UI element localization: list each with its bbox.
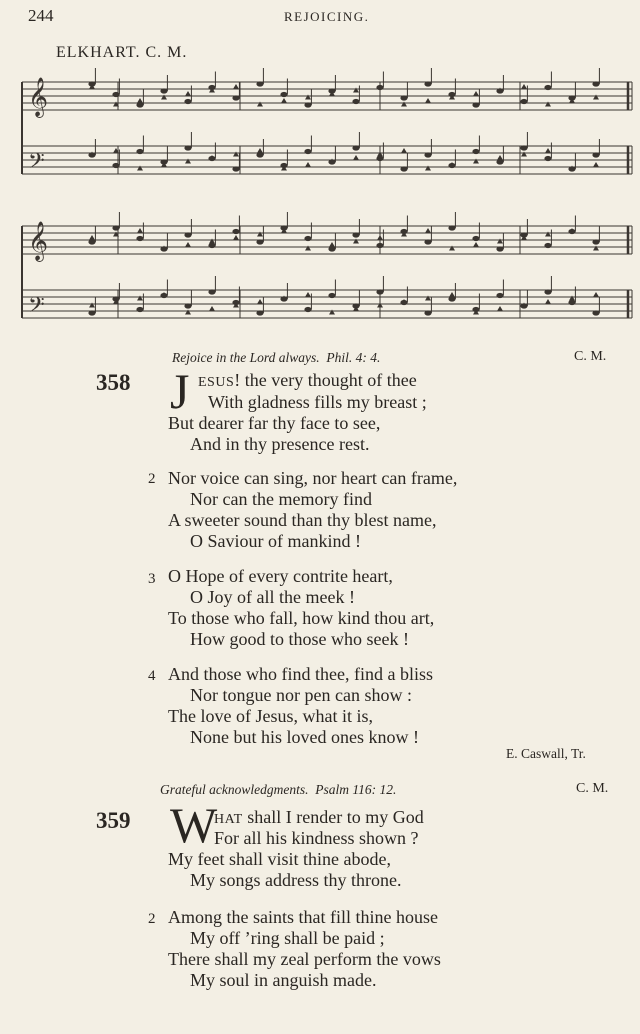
- hymn-359-first-line: HAT shall I render to my God: [214, 807, 424, 827]
- note-head: [544, 289, 551, 294]
- note-head: [424, 310, 431, 315]
- hymn-358-heading: [172, 350, 380, 366]
- note-head: [256, 81, 263, 86]
- bass-clef-icon: 𝄢: [28, 149, 45, 179]
- note-head: [136, 149, 143, 154]
- note-head: [401, 102, 407, 107]
- note-head: [497, 155, 503, 160]
- note-head: [473, 242, 479, 247]
- hymn-358-line: Nor voice can sing, nor heart can frame,: [168, 468, 458, 488]
- note-head: [184, 303, 191, 308]
- note-head: [496, 293, 503, 298]
- note-head: [545, 102, 551, 107]
- note-head: [232, 166, 239, 171]
- note-head: [545, 148, 551, 153]
- note-head: [328, 293, 335, 298]
- note-head: [256, 310, 263, 315]
- note-head: [233, 84, 239, 89]
- note-head: [449, 292, 455, 297]
- note-head: [376, 156, 383, 161]
- hymn-358-dropcap: J: [170, 363, 190, 419]
- hymn-358-line: And those who find thee, find a bliss: [168, 664, 433, 684]
- stanza-number: 2: [148, 471, 156, 487]
- note-head: [89, 303, 95, 308]
- hymn-359-heading: [160, 782, 396, 798]
- hymn-358-first-line: ESUS! the very thought of thee: [198, 370, 417, 390]
- note-head: [136, 236, 143, 241]
- note-head: [448, 225, 455, 230]
- note-head: [209, 306, 215, 311]
- hymn-358-line: O Hope of every contrite heart,: [168, 566, 393, 586]
- note-head: [185, 159, 191, 164]
- note-head: [593, 292, 599, 297]
- note-head: [208, 289, 215, 294]
- hymn-358-line: How good to those who seek !: [190, 629, 409, 649]
- hymn-358-line: Nor can the memory find: [190, 489, 372, 509]
- hymn-358-scripture: Phil. 4: 4.: [326, 350, 381, 365]
- stanza-number: 2: [148, 911, 156, 927]
- note-head: [377, 235, 383, 240]
- note-head: [304, 236, 311, 241]
- note-head: [233, 152, 239, 157]
- hymn-359-line: For all his kindness shown ?: [214, 828, 419, 848]
- note-head: [184, 99, 191, 104]
- note-head: [544, 243, 551, 248]
- note-head: [473, 159, 479, 164]
- note-head: [496, 159, 503, 164]
- hymn-358-line: O Saviour of mankind !: [190, 531, 361, 551]
- note-head: [304, 149, 311, 154]
- note-head: [329, 242, 335, 247]
- hymn-358-line: With gladness fills my breast ;: [208, 392, 427, 412]
- note-head: [569, 296, 575, 301]
- hymn-359-line: Among the saints that fill thine house: [168, 907, 438, 927]
- hymn-359-line: There shall my zeal perform the vows: [168, 949, 441, 969]
- note-head: [208, 243, 215, 248]
- treble-clef-icon: 𝄞: [28, 221, 49, 261]
- note-head: [544, 156, 551, 161]
- note-head: [496, 246, 503, 251]
- hymn-358-line: A sweeter sound than thy blest name,: [168, 510, 437, 530]
- note-head: [232, 95, 239, 100]
- note-head: [520, 145, 527, 150]
- note-head: [497, 306, 503, 311]
- note-head: [305, 292, 311, 297]
- note-head: [329, 310, 335, 315]
- note-head: [257, 148, 263, 153]
- note-head: [377, 152, 383, 157]
- note-head: [352, 99, 359, 104]
- note-head: [280, 92, 287, 97]
- note-head: [401, 148, 407, 153]
- note-head: [185, 91, 191, 96]
- note-head: [593, 162, 599, 167]
- stanza-number: 3: [148, 571, 156, 587]
- note-head: [545, 232, 551, 237]
- hymn-358-subject: Rejoice in the Lord always.: [172, 350, 320, 365]
- note-head: [281, 98, 287, 103]
- note-head: [472, 149, 479, 154]
- note-head: [545, 299, 551, 304]
- note-head: [568, 300, 575, 305]
- note-head: [544, 85, 551, 90]
- note-head: [353, 88, 359, 93]
- hymn-358-line: But dearer far thy face to see,: [168, 413, 381, 433]
- note-head: [137, 166, 143, 171]
- note-head: [112, 92, 119, 97]
- note-head: [425, 228, 431, 233]
- treble-clef-icon: 𝄞: [28, 77, 49, 117]
- note-head: [185, 310, 191, 315]
- hymn-358-line: And in thy presence rest.: [190, 434, 370, 454]
- hymn-358-number: 358: [96, 370, 131, 395]
- note-head: [305, 95, 311, 100]
- note-head: [137, 296, 143, 301]
- hymn-358-line: To those who fall, how kind thou art,: [168, 608, 435, 628]
- note-head: [521, 84, 527, 89]
- note-head: [136, 102, 143, 107]
- hymn-358-meter: C. M.: [574, 349, 607, 364]
- note-head: [305, 162, 311, 167]
- note-head: [305, 246, 311, 251]
- note-head: [520, 99, 527, 104]
- hymn-359-meter: C. M.: [576, 781, 609, 796]
- note-head: [448, 296, 455, 301]
- note-head: [449, 246, 455, 251]
- note-head: [184, 145, 191, 150]
- note-head: [161, 95, 167, 100]
- hymn-359-line: My feet shall visit thine abode,: [168, 849, 391, 869]
- note-head: [376, 243, 383, 248]
- note-head: [304, 102, 311, 107]
- note-head: [256, 152, 263, 157]
- note-head: [112, 225, 119, 230]
- note-head: [184, 232, 191, 237]
- note-head: [185, 242, 191, 247]
- bass-clef-icon: 𝄢: [28, 293, 45, 323]
- note-head: [112, 163, 119, 168]
- hymn-359-line: My soul in anguish made.: [190, 970, 377, 990]
- note-head: [257, 299, 263, 304]
- hymn-358-author: E. Caswall, Tr.: [506, 746, 586, 761]
- hymn-359-dropcap: W: [170, 797, 218, 853]
- note-head: [400, 95, 407, 100]
- note-head: [425, 166, 431, 171]
- hymn-359-subject: Grateful acknowledgments.: [160, 782, 309, 797]
- note-head: [521, 152, 527, 157]
- note-head: [424, 152, 431, 157]
- note-head: [160, 88, 167, 93]
- tune-name: ELKHART. C. M.: [56, 44, 188, 61]
- running-head: REJOICING.: [284, 9, 370, 24]
- hymn-359-number: 359: [96, 808, 131, 833]
- note-head: [88, 310, 95, 315]
- note-head: [472, 236, 479, 241]
- hymn-358-line: None but his loved ones know !: [190, 727, 419, 747]
- hymn-358-line: The love of Jesus, what it is,: [168, 706, 373, 726]
- note-head: [425, 296, 431, 301]
- note-head: [592, 310, 599, 315]
- note-head: [257, 232, 263, 237]
- note-head: [233, 235, 239, 240]
- note-head: [424, 81, 431, 86]
- note-head: [592, 81, 599, 86]
- page-number: 244: [28, 6, 54, 25]
- note-head: [425, 98, 431, 103]
- hymn-359-line: My songs address thy throne.: [190, 870, 402, 890]
- note-head: [352, 145, 359, 150]
- note-head: [232, 229, 239, 234]
- hymn-359-scripture: Psalm 116: 12.: [315, 782, 397, 797]
- note-head: [353, 155, 359, 160]
- note-head: [256, 239, 263, 244]
- note-head: [304, 307, 311, 312]
- hymn-358-line: O Joy of all the meek !: [190, 587, 355, 607]
- note-head: [88, 239, 95, 244]
- note-head: [592, 239, 599, 244]
- note-head: [209, 239, 215, 244]
- note-head: [137, 228, 143, 233]
- stanza-number: 4: [148, 668, 156, 684]
- note-head: [352, 232, 359, 237]
- note-head: [592, 152, 599, 157]
- note-head: [328, 246, 335, 251]
- note-head: [400, 166, 407, 171]
- note-head: [136, 307, 143, 312]
- note-head: [472, 102, 479, 107]
- note-head: [377, 303, 383, 308]
- note-head: [257, 102, 263, 107]
- note-head: [593, 246, 599, 251]
- note-head: [593, 95, 599, 100]
- note-head: [376, 289, 383, 294]
- note-head: [353, 239, 359, 244]
- hymn-359-line: My off ’ring shall be paid ;: [190, 928, 385, 948]
- note-head: [497, 239, 503, 244]
- music-score: [0, 0, 640, 340]
- note-head: [137, 98, 143, 103]
- note-head: [89, 235, 95, 240]
- note-head: [473, 91, 479, 96]
- hymn-358-line: Nor tongue nor pen can show :: [190, 685, 412, 705]
- note-head: [424, 239, 431, 244]
